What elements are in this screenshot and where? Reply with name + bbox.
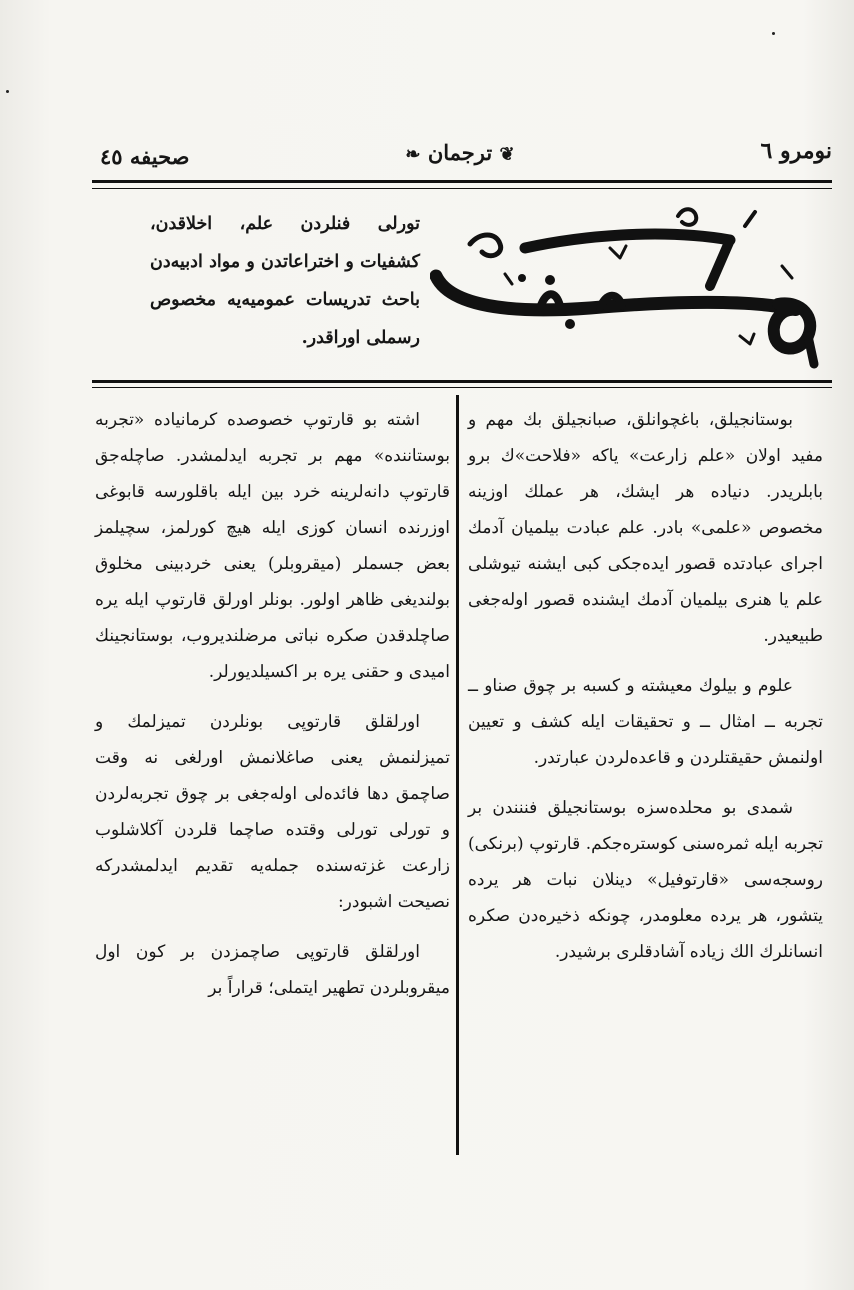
print-speck: [6, 90, 9, 93]
bottom-rule-thick: [92, 380, 832, 383]
paragraph: اورلقلق قارتوپى بونلردن تميزلمك و تميزلنمش يعنى صاغلانمش اورلغى نه وقت صاچمق دها فائده‌لى اوله‌جغى بر چوق تجربه‌لردن و تورلى تورلى وقتده صاچما قلردن آكلاشلوب زارعت غزته‌سنده جمله‌يه تقديم ايدلمشدركه نصيحت اشبودر:: [95, 712, 450, 912]
top-rule-thick: [92, 180, 832, 183]
column-divider: [456, 395, 459, 1155]
page-number: صحيفه ٤٥: [100, 144, 190, 169]
page-header: [100, 130, 840, 176]
paragraph: شمدى بو محلده‌سزه بوستانجيلق فننندن بر تجربه ايله ثمره‌سنى كوستره‌جكم. قارتوپ (برنكى) روسجه‌سى «قارتوفيل» دينلان نبات هر يرده يتشور، هر يرده معلومدر، چونكه ذخيره‌دن صكره انسانلرك الك زياده آشادقلرى برشيدر.: [468, 798, 823, 962]
article-column-right: [468, 402, 823, 984]
paragraph: اورلقلق قارتوپى صاچمزدن بر كون اول ميقروبلردن تطهير ايتملى؛ قراراً بر: [95, 942, 450, 998]
bottom-rule-thin: [92, 387, 832, 388]
ornament-icon: ❦: [499, 144, 515, 165]
paragraph: بوستانجيلق، باغچوانلق، صبانجيلق بك مهم و مفيد اولان «علم زارعت» ياكه «فلاحت»ك برو بابلريدر. دنياده هر ايشك، هر عملك اوزينه مخصوص «علمى» بادر. علم عبادت بيلميان آدمك اجراى عبادتده قصور ايده‌جكى كبى ايشنه تيوشلى علم يا هنرى بيلميان آدمك ايشنده قصور اوله‌جغى طبيعيدر.: [468, 410, 823, 646]
paragraph: اشته بو قارتوپ خصوصده كرمانياده «تجربه بوستاننده» مهم بر تجربه ايدلمشدر. صاچله‌جق قارتوپ دانه‌لرينه خرد بين ايله باقلورسه قابوغى اوزرنده انسان كوزى ايله هيچ كورلمز، سچيلمز بعض جسملر (ميقروبلر) يعنى خردبينى مخلوق بولنديغى ظاهر اولور. بونلر اورلق قارتوپ ايله يره صاچلدقدن صكره نباتى مرضلنديروب، بوستانجينك اميدى و حقنى يره بر اكسيلديورلر.: [95, 410, 450, 682]
top-rule-thin: [92, 188, 832, 189]
issue-number: نومرو ٦: [760, 138, 832, 164]
ornament-icon: ❧: [405, 144, 421, 165]
paragraph: علوم و بيلوك معيشته و كسبه بر چوق صناو ــ تجربه ــ امثال ــ و تحقيقات ايله كشف و تعيين اولنمش حقيقتلردن و قاعده‌لردن عبارتدر.: [468, 676, 823, 768]
article-column-left: [95, 402, 450, 1020]
masthead-title-calligraphy: [430, 196, 825, 376]
newspaper-name-banner: [385, 140, 535, 165]
newspaper-name: ترجمان: [427, 140, 493, 165]
print-speck: [772, 32, 775, 35]
masthead-description: تورلى فنلردن علم، اخلاقدن، كشفيات و اختراعاتدن و مواد ادبيه‌دن باحث تدريسات عموميه‌يه مخصوص رسملى اوراقدر.: [150, 214, 420, 348]
